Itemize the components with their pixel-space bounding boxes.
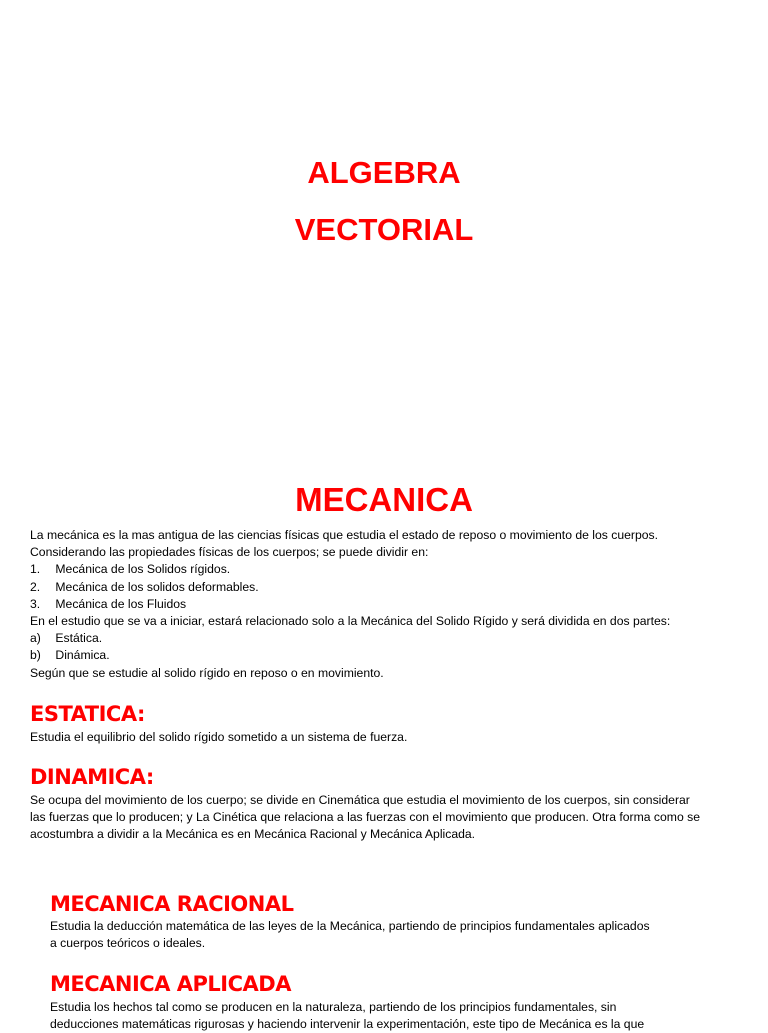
estatica-section	[30, 729, 748, 746]
division-text: Mecánica de los Solidos rígidos.	[55, 562, 231, 577]
dinamica-line: acostumbra a dividir a la Mecánica es en Mecánica Racional y Mecánica Aplicada.	[30, 827, 476, 842]
estatica-heading: ESTATICA:	[30, 702, 145, 726]
part-item	[30, 630, 748, 647]
dinamica-heading: DINAMICA:	[30, 765, 154, 789]
division-marker: 1.	[30, 562, 41, 577]
racional-section	[50, 918, 718, 952]
part-item	[30, 647, 748, 664]
title-line-1: ALGEBRA	[307, 155, 461, 190]
division-marker: 2.	[30, 579, 41, 594]
mecanica-section	[30, 527, 748, 682]
division-item	[30, 561, 748, 578]
division-text: Mecánica de los Fluidos	[55, 596, 187, 611]
division-marker: 3.	[30, 596, 41, 611]
estatica-text: Estudia el equilibrio del solido rígido sometido a un sistema de fuerza.	[30, 730, 408, 744]
part-marker: b)	[30, 648, 41, 663]
aplicada-heading: MECANICA APLICADA	[50, 972, 291, 996]
division-item	[30, 579, 748, 596]
aplicada-line: deducciones matemáticas rigurosas y haciendo intervenir la experimentación, este tipo de Mecánica es la que	[50, 1017, 645, 1032]
dinamica-section	[30, 792, 748, 844]
part-text: Estática.	[55, 631, 103, 646]
dinamica-line: las fuerzas que lo producen; y La Cinética que relaciona a las fuerzas con el movimiento que producen. Otra forma como se	[30, 810, 700, 825]
mecanica-intro: La mecánica es la mas antigua de las ciencias físicas que estudia el estado de reposo o movimiento de los cuerpos.	[30, 528, 659, 542]
part-text: Dinámica.	[55, 648, 110, 663]
mecanica-closing: Según que se estudie al solido rígido en reposo o en movimiento.	[30, 665, 384, 680]
aplicada-section	[50, 999, 718, 1033]
mecanica-heading: MECANICA	[295, 481, 473, 518]
racional-heading: MECANICA RACIONAL	[50, 892, 294, 916]
aplicada-line: Estudia los hechos tal como se producen en la naturaleza, partiendo de los principios fundamentales, sin	[50, 1000, 617, 1014]
racional-line: Estudia la deducción matemática de las leyes de la Mecánica, partiendo de principios fundamentales aplicados	[50, 919, 650, 933]
study-note: En el estudio que se va a iniciar, estará relacionado solo a la Mecánica del Solido Rígido y será dividida en dos partes:	[30, 614, 671, 629]
dinamica-line: Se ocupa del movimiento de los cuerpo; se divide en Cinemática que estudia el movimiento de los cuerpos, sin considerar	[30, 793, 690, 807]
division-item	[30, 596, 748, 613]
mecanica-considering: Considerando las propiedades físicas de los cuerpos; se puede dividir en:	[30, 545, 429, 560]
racional-line: a cuerpos teóricos o ideales.	[50, 936, 206, 951]
division-text: Mecánica de los solidos deformables.	[55, 579, 259, 594]
title-line-2: VECTORIAL	[294, 212, 474, 247]
part-marker: a)	[30, 631, 41, 646]
